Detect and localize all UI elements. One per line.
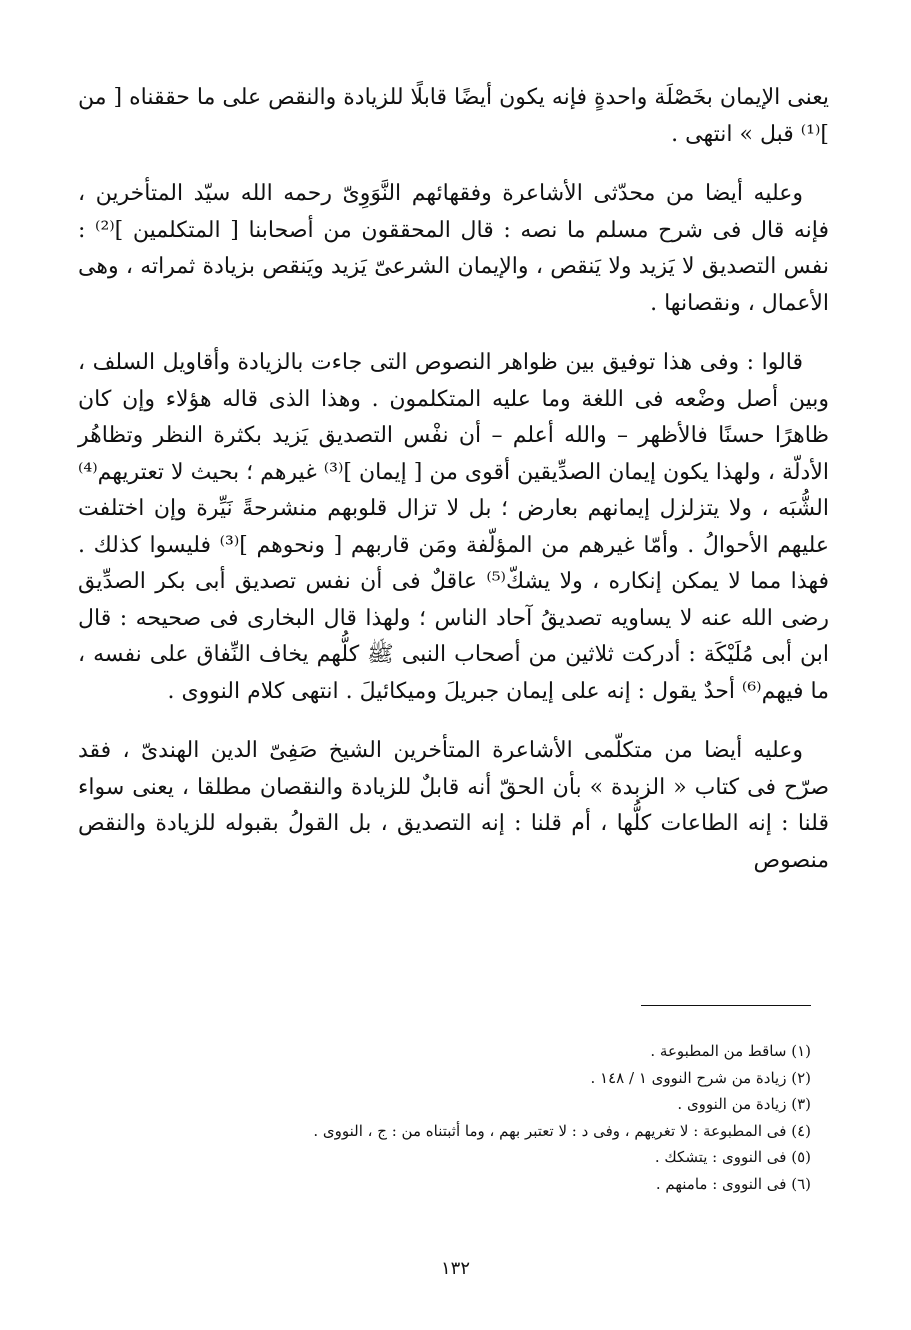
footnote-6: (٦) فى النووى : مامنهم .: [655, 1174, 811, 1193]
footnote-3: (٣) زيادة من النووى .: [677, 1095, 811, 1113]
footnote-4: (٤) فى المطبوعة : لا تغريهم ، وفى د : لا تعتبر بهم ، وما أثبتناه من : ج ، النووى .: [313, 1121, 811, 1140]
paragraph-3: قالوا : وفى هذا توفيق بين ظواهر النصوص التى جاءت بالزيادة وأقاويل السلف ، وبين أصل وضْعه فى اللغة وما عليه المتكلمون . وهذا الذى قاله هؤلاء وإن كان ظاهرًا حسنًا فالأظهر – والله أعلم – أن نفْس التصديق يَزيد بكثرة النظر وتظاهُر الأدلّة ، ولهذا يكون إيمان الصدِّيقين أقوى من [ إيمان ]⁽³⁾ غيرهم ؛ بحيث لا تعتريهم⁽⁴⁾ الشُّبَه ، ولا يتزلزل إيمانهم بعارض ؛ بل لا تزال قلوبهم منشرحةً نَيِّرة وإن اختلفت عليهم الأحوالُ . وأمّا غيرهم من المؤلّفة ومَن قاربهم [ ونحوهم ]⁽³⁾ فليسوا كذلك . فهذا مما لا يمكن إنكاره ، ولا يشكّ⁽⁵⁾ عاقلٌ فى أن نفس تصديق أبى بكر الصدِّيق رضى الله عنه لا يساويه تصديقُ آحاد الناس ؛ ولهذا قال البخارى فى صحيحه : قال ابن أبى مُلَيْكَة : أدركت ثلاثين من أصحاب النبى ﷺ كلُّهم يخاف النِّفاق على نفسه ، ما فيهم⁽⁶⁾ أحدٌ يقول : إنه على إيمان جبريلَ وميكائيلَ . انتهى كلام النووى .: [78, 350, 829, 704]
paragraph-4: وعليه أيضا من متكلّمى الأشاعرة المتأخرين الشيخ صَفِىّ الدين الهندىّ ، فقد صرّح فى كتاب « الزبدة » بأن الحقّ أنه قابلٌ للزيادة والنقصان مطلقا ، يعنى سواء قلنا : إنه الطاعات كلُّها ، أم قلنا : إنه التصديق ، بل القولُ بقبوله للزيادة والنقص منصوص: [78, 738, 829, 873]
footnote-divider: [641, 1005, 811, 1006]
main-text: [78, 80, 829, 879]
paragraph-2: وعليه أيضا من محدّثى الأشاعرة وفقهائهم النَّوَوِىّ رحمه الله سيّد المتأخرين ، فإنه قال فى شرح مسلم ما نصه : قال المحققون من أصحابنا [ المتكلمين ]⁽²⁾ : نفس التصديق لا يَزيد ولا يَنقص ، والإيمان الشرعىّ يَزيد ويَنقص بزيادة ثمراته ، وهى الأعمال ، ونقصانها .: [78, 181, 830, 316]
page-number: ١٣٢: [440, 1258, 470, 1279]
footnotes: [100, 1005, 811, 1197]
footnote-2: (٢) زيادة من شرح النووى ١ / ١٤٨ .: [590, 1068, 811, 1087]
footnote-5: (٥) فى النووى : يتشكك .: [654, 1148, 811, 1166]
footnote-1: (١) ساقط من المطبوعة .: [650, 1042, 811, 1060]
paragraph-1: يعنى الإيمان بخَصْلَة واحدةٍ فإنه يكون أيضًا قابلًا للزيادة والنقص على ما حققناه [ من ]⁽¹⁾ قبل » انتهى .: [78, 85, 829, 147]
